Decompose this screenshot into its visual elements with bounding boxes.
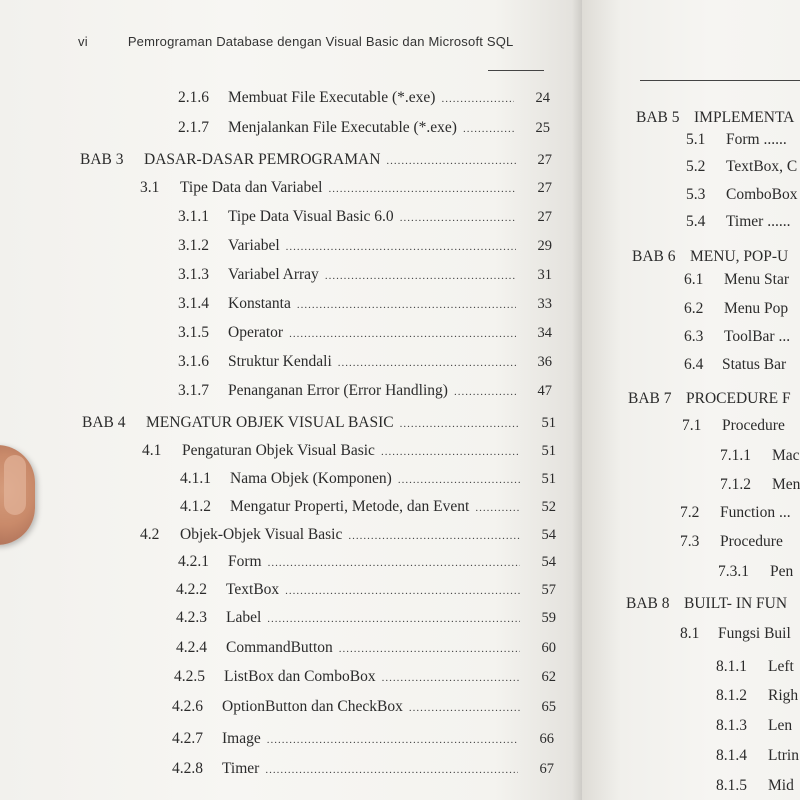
toc-title: Men <box>772 476 800 493</box>
toc-title: DASAR-DASAR PEMROGRAMAN <box>144 151 381 168</box>
toc-page-number: 51 <box>541 443 556 459</box>
toc-page-number: 51 <box>541 415 556 431</box>
toc-title: Timer ...... <box>726 213 791 230</box>
toc-number: 3.1.6 <box>178 353 209 370</box>
toc-page-number: 27 <box>537 152 552 168</box>
toc-title: Mac <box>772 447 800 464</box>
toc-title: Status Bar <box>722 356 787 373</box>
toc-number: 5.3 <box>686 186 706 203</box>
toc-row <box>176 606 556 630</box>
toc-row <box>686 210 790 234</box>
toc-number: 8.1.1 <box>716 658 747 675</box>
toc-number: 7.3.1 <box>718 563 749 580</box>
toc-page-number: 65 <box>541 699 556 715</box>
toc-title: IMPLEMENTA <box>694 109 795 126</box>
toc-title: Struktur Kendali <box>228 353 332 370</box>
toc-row <box>178 205 552 229</box>
toc-row <box>178 292 552 316</box>
toc-page-number: 54 <box>541 554 556 570</box>
toc-number: 4.2.5 <box>174 668 205 685</box>
toc-row <box>680 530 783 554</box>
toc-number: BAB 6 <box>632 248 676 265</box>
toc-page-number: 24 <box>535 90 550 106</box>
toc-page-number: 60 <box>541 640 556 656</box>
toc-page-number: 36 <box>537 354 552 370</box>
header-rule <box>488 70 544 71</box>
toc-title: Left <box>768 658 794 675</box>
toc-row <box>178 350 552 374</box>
toc-number: 3.1.5 <box>178 324 209 341</box>
toc-page-number: 33 <box>537 296 552 312</box>
toc-title: Image <box>222 730 261 747</box>
toc-number: 4.2.4 <box>176 639 207 656</box>
dot-leader <box>398 468 520 492</box>
dot-leader <box>409 696 520 720</box>
toc-row <box>680 622 791 646</box>
toc-number: 8.1 <box>680 625 700 642</box>
toc-row <box>142 439 556 463</box>
toc-number: 6.3 <box>684 328 704 345</box>
toc-number: 3.1.2 <box>178 237 209 254</box>
toc-number: 8.1.3 <box>716 717 747 734</box>
toc-number: 8.1.4 <box>716 747 747 764</box>
toc-title: Form ...... <box>726 131 787 148</box>
toc-row <box>180 495 556 519</box>
dot-leader <box>348 524 520 548</box>
toc-row <box>172 727 554 751</box>
right-page <box>582 0 800 800</box>
toc-title: Righ <box>768 687 799 704</box>
running-title: Pemrograman Database dengan Visual Basic dan Microsoft SQL <box>127 34 514 49</box>
toc-title: ListBox dan ComboBox <box>224 668 376 685</box>
toc-row <box>178 263 552 287</box>
toc-number: 5.4 <box>686 213 706 230</box>
toc-number: 3.1.7 <box>178 382 209 399</box>
toc-page-number: 52 <box>541 499 556 515</box>
dot-leader <box>338 351 516 375</box>
toc-number: 3.1.1 <box>178 208 209 225</box>
toc-row <box>178 234 552 258</box>
toc-title: BUILT- IN FUN <box>684 595 788 612</box>
toc-title: Timer <box>222 760 260 777</box>
toc-number: 7.1.1 <box>720 447 751 464</box>
toc-number: BAB 7 <box>628 390 672 407</box>
toc-number: BAB 5 <box>636 109 680 126</box>
toc-page-number: 47 <box>537 383 552 399</box>
toc-row <box>718 560 793 584</box>
toc-row <box>686 183 797 207</box>
chapter-row <box>628 387 791 411</box>
toc-number: 4.1.2 <box>180 498 211 515</box>
dot-leader <box>386 149 516 173</box>
dot-leader <box>289 322 516 346</box>
toc-page-number: 57 <box>541 582 556 598</box>
toc-row <box>178 116 550 140</box>
toc-number: 4.1 <box>142 442 162 459</box>
chapter-row <box>626 592 787 616</box>
toc-number: BAB 3 <box>80 151 124 168</box>
toc-title: MENGATUR OBJEK VISUAL BASIC <box>146 414 394 431</box>
dot-leader <box>286 235 516 259</box>
toc-title: TextBox <box>226 581 280 598</box>
toc-row <box>720 473 800 497</box>
dot-leader <box>400 206 516 230</box>
chapter-row <box>632 245 788 269</box>
dot-leader <box>400 412 520 436</box>
toc-title: TextBox, C <box>726 158 798 175</box>
toc-number: 4.2.2 <box>176 581 207 598</box>
toc-row <box>682 414 785 438</box>
toc-page-number: 66 <box>539 731 554 747</box>
toc-number: 3.1.3 <box>178 266 209 283</box>
dot-leader <box>454 380 516 404</box>
toc-page-number: 54 <box>541 527 556 543</box>
toc-page-number: 62 <box>541 669 556 685</box>
dot-leader <box>475 496 520 520</box>
toc-number: 4.1.1 <box>180 470 211 487</box>
toc-title: Menu Star <box>724 271 790 288</box>
toc-title: Procedure <box>722 417 785 434</box>
dot-leader <box>268 551 520 575</box>
toc-number: 4.2.7 <box>172 730 203 747</box>
toc-number: 5.1 <box>686 131 706 148</box>
toc-page-number: 34 <box>537 325 552 341</box>
toc-title: ToolBar ... <box>724 328 791 345</box>
toc-row <box>686 155 797 179</box>
toc-row <box>716 684 798 708</box>
toc-title: Nama Objek (Komponen) <box>230 470 392 487</box>
toc-title: MENU, POP-U <box>690 248 789 265</box>
toc-title: Procedure <box>720 533 783 550</box>
toc-row <box>716 655 794 679</box>
toc-title: Pen <box>770 563 794 580</box>
toc-title: Form <box>228 553 262 570</box>
chapter-row <box>80 148 552 172</box>
toc-number: 7.3 <box>680 533 700 550</box>
toc-row <box>172 757 554 781</box>
thumbnail-highlight <box>4 455 26 515</box>
toc-title: Mid <box>768 777 794 794</box>
toc-row <box>178 86 550 110</box>
dot-leader <box>441 87 514 111</box>
toc-row <box>176 636 556 660</box>
toc-number: 3.1.4 <box>178 295 209 312</box>
toc-title: Variabel <box>228 237 280 254</box>
toc-number: 4.2.3 <box>176 609 207 626</box>
dot-leader <box>267 728 518 752</box>
toc-number: 2.1.7 <box>178 119 209 136</box>
toc-title: Menu Pop <box>724 300 789 317</box>
dot-leader <box>265 758 518 782</box>
toc-title: Tipe Data dan Variabel <box>180 179 323 196</box>
toc-row <box>684 353 786 377</box>
toc-number: 4.2.6 <box>172 698 203 715</box>
toc-title: Menjalankan File Executable (*.exe) <box>228 119 457 136</box>
toc-row <box>174 665 556 689</box>
toc-number: 4.2.1 <box>178 553 209 570</box>
toc-number: BAB 8 <box>626 595 670 612</box>
toc-row <box>720 444 800 468</box>
toc-title: Function ... <box>720 504 791 521</box>
toc-number: 7.1.2 <box>720 476 751 493</box>
toc-number: 7.1 <box>682 417 702 434</box>
toc-row <box>178 379 552 403</box>
toc-title: PROCEDURE F <box>686 390 791 407</box>
toc-row <box>716 774 794 798</box>
toc-title: Variabel Array <box>228 266 319 283</box>
toc-row <box>680 501 791 525</box>
toc-title: Pengaturan Objek Visual Basic <box>182 442 375 459</box>
toc-row <box>172 695 556 719</box>
toc-title: OptionButton dan CheckBox <box>222 698 403 715</box>
toc-row <box>178 321 552 345</box>
toc-number: 2.1.6 <box>178 89 209 106</box>
toc-number: 7.2 <box>680 504 700 521</box>
toc-title: Penanganan Error (Error Handling) <box>228 382 448 399</box>
toc-title: Label <box>226 609 262 626</box>
toc-title: Tipe Data Visual Basic 6.0 <box>228 208 394 225</box>
toc-page-number: 31 <box>537 267 552 283</box>
toc-title: Len <box>768 717 793 734</box>
toc-title: ComboBox <box>726 186 798 203</box>
toc-title: Operator <box>228 324 284 341</box>
toc-row <box>180 467 556 491</box>
toc-page-number: 29 <box>537 238 552 254</box>
toc-page-number: 51 <box>541 471 556 487</box>
toc-number: 6.4 <box>684 356 704 373</box>
toc-number: 5.2 <box>686 158 706 175</box>
toc-page-number: 27 <box>537 180 552 196</box>
toc-number: 4.2 <box>140 526 160 543</box>
toc-row <box>140 523 556 547</box>
dot-leader <box>325 264 516 288</box>
toc-page-number: 25 <box>535 120 550 136</box>
page-number: vi <box>78 34 88 49</box>
toc-number: 8.1.5 <box>716 777 747 794</box>
dot-leader <box>285 579 520 603</box>
toc-number: 8.1.2 <box>716 687 747 704</box>
toc-title: Ltrin <box>768 747 799 764</box>
toc-title: Membuat File Executable (*.exe) <box>228 89 436 106</box>
toc-title: CommandButton <box>226 639 333 656</box>
toc-page-number: 59 <box>541 610 556 626</box>
toc-number: 6.2 <box>684 300 704 317</box>
toc-number: 3.1 <box>140 179 160 196</box>
toc-page-number: 67 <box>539 761 554 777</box>
dot-leader <box>339 637 520 661</box>
toc-row <box>140 176 552 200</box>
toc-row <box>178 550 556 574</box>
page-header <box>78 34 514 49</box>
toc-row <box>684 297 788 321</box>
toc-row <box>716 714 792 738</box>
dot-leader <box>267 607 520 631</box>
toc-row <box>716 744 799 768</box>
toc-title: Fungsi Buil <box>718 625 791 642</box>
toc-title: Objek-Objek Visual Basic <box>180 526 343 543</box>
dot-leader <box>463 117 514 141</box>
chapter-row <box>82 411 556 435</box>
dot-leader <box>328 177 516 201</box>
toc-number: 6.1 <box>684 271 704 288</box>
dot-leader <box>381 440 520 464</box>
toc-title: Mengatur Properti, Metode, dan Event <box>230 498 470 515</box>
chapter-row <box>636 106 794 130</box>
toc-title: Konstanta <box>228 295 291 312</box>
toc-number: BAB 4 <box>82 414 126 431</box>
toc-row <box>684 268 789 292</box>
toc-row <box>176 578 556 602</box>
right-header-rule <box>640 80 800 81</box>
dot-leader <box>297 293 516 317</box>
toc-row <box>684 325 790 349</box>
toc-row <box>686 128 787 152</box>
dot-leader <box>382 666 520 690</box>
toc-page-number: 27 <box>537 209 552 225</box>
toc-number: 4.2.8 <box>172 760 203 777</box>
